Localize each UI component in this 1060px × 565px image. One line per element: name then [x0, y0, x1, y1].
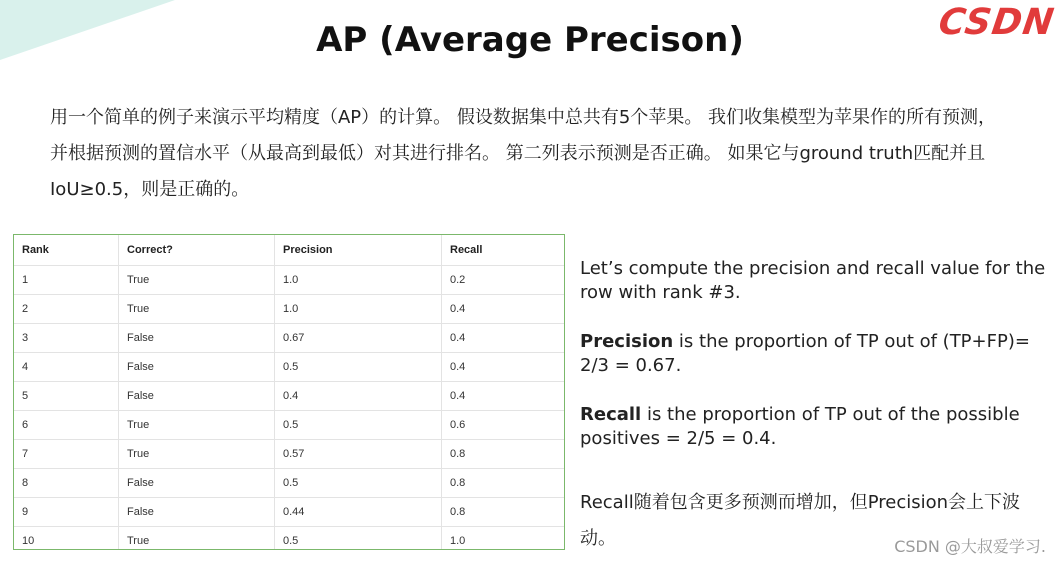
- cell-rank: 7: [14, 440, 119, 469]
- table-row: [14, 527, 564, 551]
- page-title: AP (Average Precison): [316, 20, 744, 60]
- recall-note: Recall随着包含更多预测而增加，但Precision会上下波动。: [580, 492, 1021, 549]
- explanation-panel: [580, 257, 1050, 557]
- cell-rank: 5: [14, 382, 119, 411]
- cell-correct: True: [119, 440, 275, 469]
- precision-text: is the proportion of TP out of (TP+FP)= 2/3 = 0.67.: [580, 331, 1030, 376]
- cell-precision: 1.0: [275, 295, 442, 324]
- cell-rank: 8: [14, 469, 119, 498]
- cell-correct: True: [119, 411, 275, 440]
- cell-recall: 1.0: [442, 527, 565, 551]
- cell-recall: 0.2: [442, 266, 565, 295]
- cell-precision: 0.5: [275, 527, 442, 551]
- cell-precision: 0.5: [275, 469, 442, 498]
- column-header-rank: Rank: [14, 235, 119, 266]
- watermark: CSDN @大叔爱学习.: [894, 537, 1046, 556]
- cell-rank: 2: [14, 295, 119, 324]
- table-row: [14, 382, 564, 411]
- table-header-row: [14, 235, 564, 266]
- column-header-correct: Correct?: [119, 235, 275, 266]
- precision-term: Precision: [580, 331, 674, 352]
- cell-rank: 6: [14, 411, 119, 440]
- cell-precision: 0.5: [275, 353, 442, 382]
- intro-paragraph: 用一个简单的例子来演示平均精度（AP）的计算。 假设数据集中总共有5个苹果。 我们收集模型为苹果作的所有预测，并根据预测的置信水平（从最高到最低）对其进行排名。 第二列表示预测是否正确。 如果它与ground truth匹配并且IoU≥0.5，则是正确的。: [50, 107, 997, 200]
- recall-explanation: [580, 403, 1050, 451]
- cell-correct: False: [119, 382, 275, 411]
- cell-recall: 0.4: [442, 324, 565, 353]
- table-row: [14, 469, 564, 498]
- cell-precision: 0.5: [275, 411, 442, 440]
- table-row: [14, 353, 564, 382]
- cell-correct: True: [119, 527, 275, 551]
- cell-correct: False: [119, 324, 275, 353]
- table-row: [14, 498, 564, 527]
- table-row: [14, 324, 564, 353]
- table-row: [14, 411, 564, 440]
- cell-rank: 10: [14, 527, 119, 551]
- cell-precision: 0.67: [275, 324, 442, 353]
- cell-precision: 1.0: [275, 266, 442, 295]
- column-header-precision: Precision: [275, 235, 442, 266]
- table-body: [14, 266, 564, 551]
- cell-rank: 4: [14, 353, 119, 382]
- precision-explanation: [580, 330, 1050, 378]
- table-row: [14, 266, 564, 295]
- recall-text: is the proportion of TP out of the possible positives = 2/5 = 0.4.: [580, 404, 1020, 449]
- cell-correct: False: [119, 469, 275, 498]
- csdn-logo: CSDN: [936, 2, 1057, 43]
- table-row: [14, 440, 564, 469]
- cell-precision: 0.57: [275, 440, 442, 469]
- cell-recall: 0.8: [442, 440, 565, 469]
- cell-correct: True: [119, 295, 275, 324]
- cell-rank: 1: [14, 266, 119, 295]
- recall-term: Recall: [580, 404, 642, 425]
- cell-recall: 0.4: [442, 382, 565, 411]
- cell-recall: 0.8: [442, 469, 565, 498]
- cell-precision: 0.44: [275, 498, 442, 527]
- table-row: [14, 295, 564, 324]
- column-header-recall: Recall: [442, 235, 565, 266]
- cell-rank: 3: [14, 324, 119, 353]
- cell-recall: 0.4: [442, 295, 565, 324]
- cell-recall: 0.8: [442, 498, 565, 527]
- cell-correct: False: [119, 498, 275, 527]
- cell-recall: 0.4: [442, 353, 565, 382]
- cell-recall: 0.6: [442, 411, 565, 440]
- cell-rank: 9: [14, 498, 119, 527]
- cell-correct: True: [119, 266, 275, 295]
- cell-correct: False: [119, 353, 275, 382]
- cell-precision: 0.4: [275, 382, 442, 411]
- explanation-intro: Let’s compute the precision and recall value for the row with rank #3.: [580, 258, 1046, 303]
- rank-table-container: [13, 234, 565, 550]
- rank-table: [14, 235, 564, 550]
